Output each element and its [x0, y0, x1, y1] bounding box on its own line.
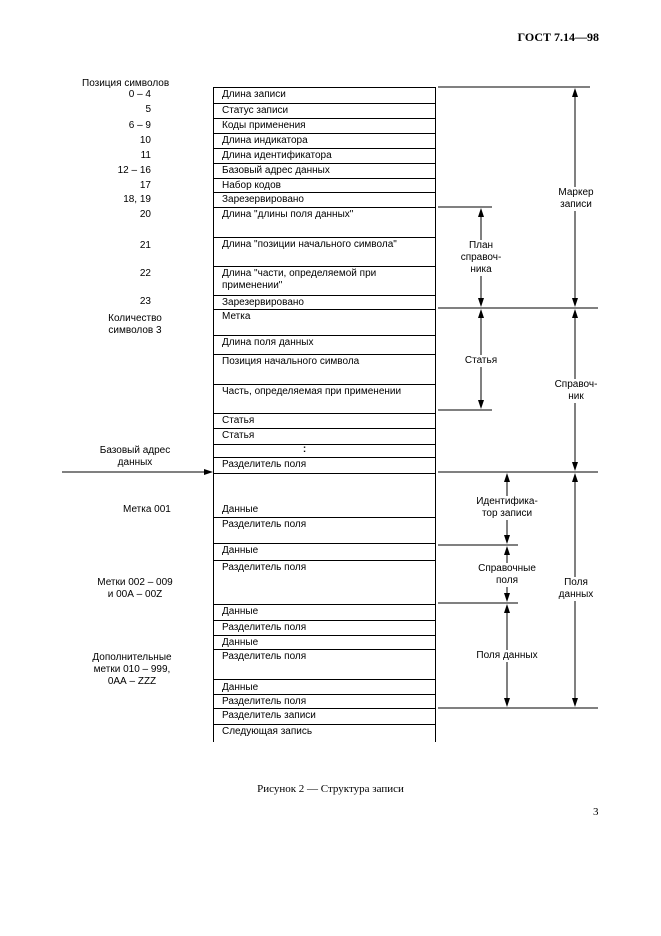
- cell-field-length-length: Длина "длины поля данных": [213, 207, 436, 237]
- cell-tag: Метка: [213, 309, 436, 335]
- record-id-label: Идентифика- тор записи: [468, 496, 546, 520]
- cell-impl-part-length: Длина "части, определяемой при применении": [213, 266, 436, 295]
- position-label: 11: [140, 150, 151, 161]
- position-label: 5: [145, 104, 151, 115]
- data-fields-label: Поля данных: [466, 650, 548, 662]
- position-label: 22: [139, 268, 151, 279]
- cell-impl-part: Часть, определяемая при применении: [213, 384, 436, 413]
- plan-label: План справоч- ника: [456, 240, 506, 276]
- tags-002-label: Метки 002 – 009 и 00А – 00Z: [97, 577, 173, 600]
- data-fields-outer-label: Поля данных: [550, 577, 602, 601]
- cell-data: Данные: [213, 543, 436, 560]
- cell-record-length: Длина записи: [213, 87, 436, 103]
- cell-data: Данные: [213, 473, 436, 517]
- cell-record-separator: Разделитель записи: [213, 708, 436, 724]
- cell-field-separator: Разделитель поля: [213, 560, 436, 604]
- page-number: 3: [593, 806, 599, 818]
- cell-start-position: Позиция начального символа: [213, 354, 436, 384]
- cell-ellipsis: :: [213, 444, 436, 457]
- position-label: 20: [139, 209, 151, 220]
- cell-field-separator: Разделитель поля: [213, 457, 436, 473]
- position-label: 21: [139, 240, 151, 251]
- cell-identifier-length: Длина идентификатора: [213, 148, 436, 163]
- cell-reserved: Зарезервировано: [213, 192, 436, 207]
- position-label: 17: [139, 180, 151, 191]
- cell-field-separator: Разделитель поля: [213, 620, 436, 635]
- positions-title: Позиция символов: [82, 78, 170, 89]
- cell-field-length: Длина поля данных: [213, 335, 436, 354]
- position-label: 12 – 16: [117, 165, 151, 176]
- cell-start-pos-length: Длина "позиции начального символа": [213, 237, 436, 266]
- cell-field-separator: Разделитель поля: [213, 694, 436, 708]
- position-label: 0 – 4: [128, 89, 151, 100]
- cell-indicator-length: Длина индикатора: [213, 133, 436, 148]
- cell-reserved: Зарезервировано: [213, 295, 436, 309]
- position-label: 18, 19: [123, 194, 151, 205]
- cell-entry: Статья: [213, 413, 436, 428]
- cell-code-set: Набор кодов: [213, 178, 436, 192]
- cell-field-separator: Разделитель поля: [213, 517, 436, 543]
- tags-extra-label: Дополнительные метки 010 – 999, 0АА – ZZZ: [92, 652, 172, 687]
- cell-next-record: Следующая запись: [213, 724, 436, 742]
- ref-fields-label: Справочные поля: [468, 563, 546, 587]
- cell-data: Данные: [213, 635, 436, 649]
- count-label: Количество символов 3: [108, 313, 162, 336]
- position-label: 23: [139, 296, 151, 307]
- cell-application-codes: Коды применения: [213, 118, 436, 133]
- position-label: 10: [139, 135, 151, 146]
- cell-entry: Статья: [213, 428, 436, 444]
- article-label: Статья: [458, 355, 504, 367]
- cell-field-separator: Разделитель поля: [213, 649, 436, 679]
- cell-record-status: Статус записи: [213, 103, 436, 118]
- cell-data: Данные: [213, 679, 436, 694]
- tag-001-label: Метка 001: [123, 504, 171, 515]
- figure-caption: Рисунок 2 — Структура записи: [257, 783, 404, 795]
- marker-label: Маркер записи: [548, 187, 604, 211]
- page-header: ГОСТ 7.14—98: [517, 30, 599, 44]
- position-label: 6 – 9: [128, 120, 151, 131]
- base-address-label: Базовый адрес данных: [99, 445, 171, 468]
- cell-data: Данные: [213, 604, 436, 620]
- cell-base-address: Базовый адрес данных: [213, 163, 436, 178]
- directory-label: Справоч- ник: [548, 379, 604, 403]
